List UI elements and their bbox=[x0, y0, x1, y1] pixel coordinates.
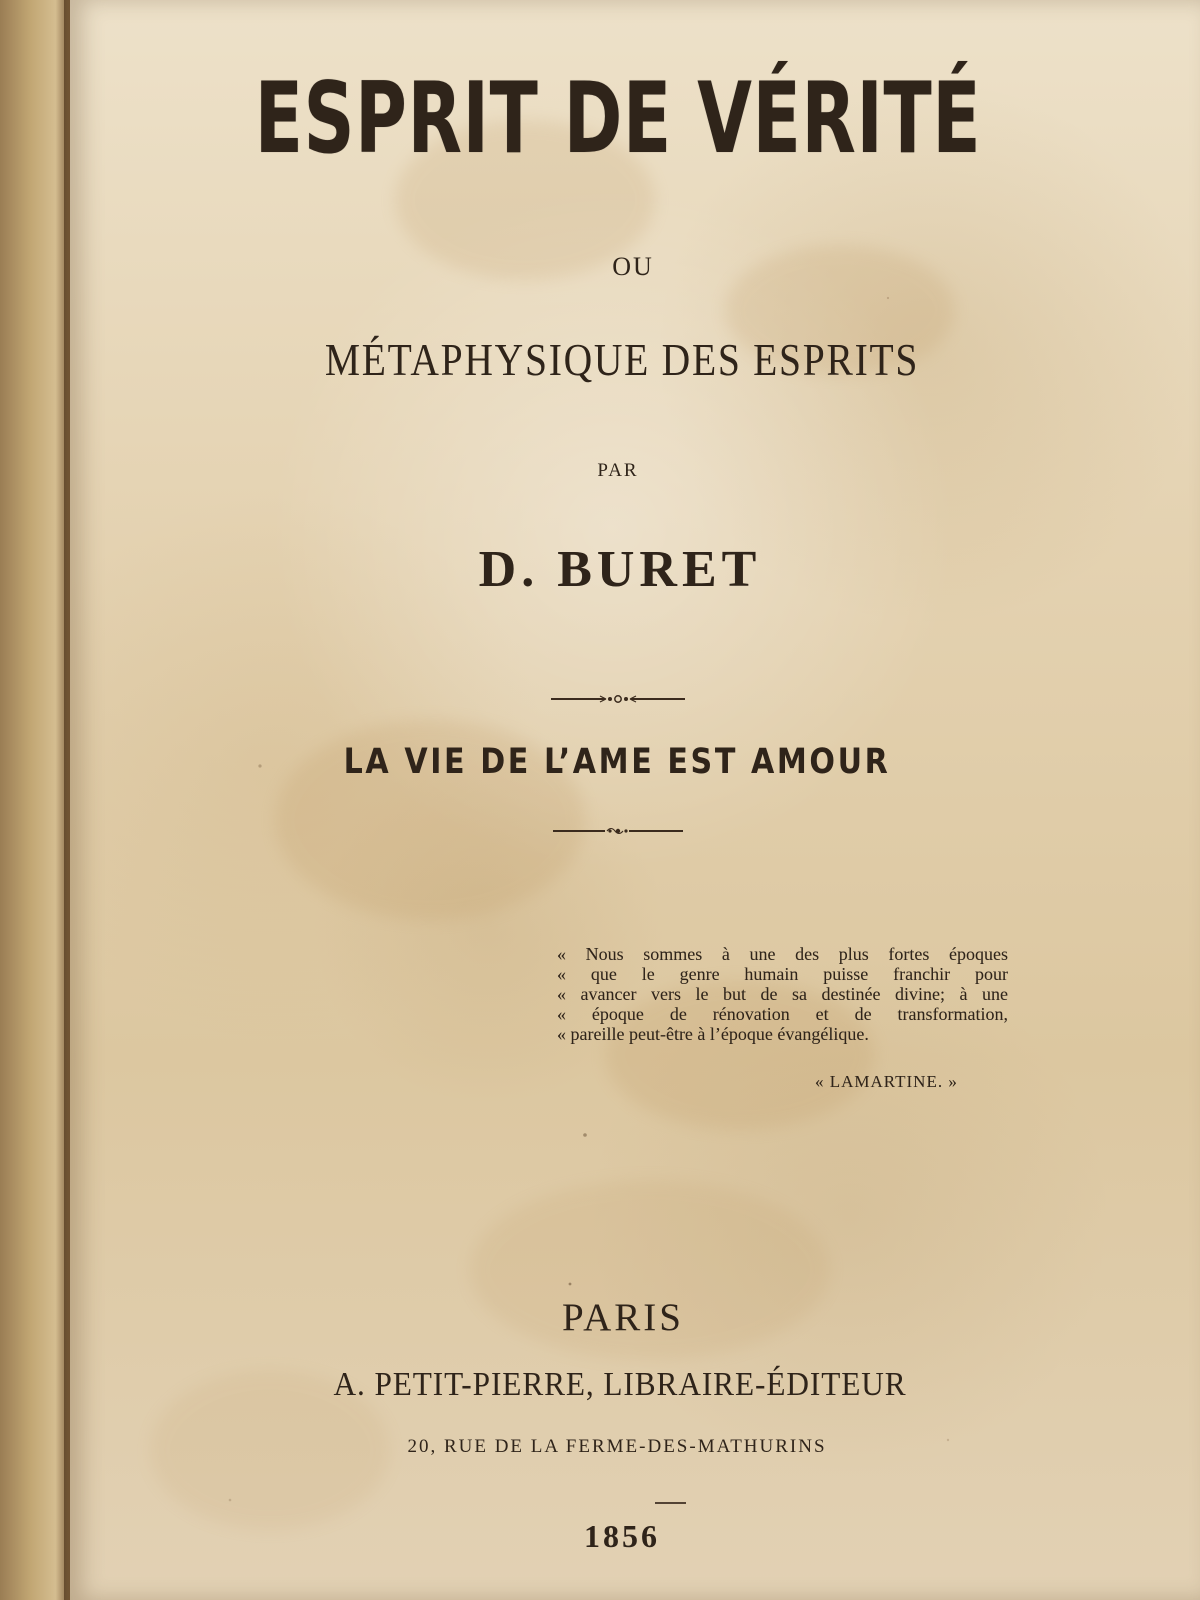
motto: LA VIE DE L’AME EST AMOUR bbox=[343, 742, 891, 782]
subtitle: MÉTAPHYSIQUE DES ESPRITS bbox=[324, 334, 920, 385]
epigraph-attribution: « LAMARTINE. » bbox=[815, 1072, 958, 1091]
epigraph-line: « Nous sommes à une des plus fortes époques bbox=[557, 944, 1008, 964]
binding-edge bbox=[0, 0, 74, 1600]
epigraph-line: « pareille peut-être à l’époque évangélique. bbox=[557, 1024, 869, 1044]
epigraph-line: « époque de rénovation et de transformation, bbox=[557, 1004, 1008, 1024]
date-rule bbox=[655, 1502, 686, 1504]
imprint-year: 1856 bbox=[584, 1518, 660, 1554]
title-page-sheet bbox=[70, 0, 1200, 1600]
epigraph bbox=[557, 944, 1008, 1091]
author-name: D. BURET bbox=[478, 541, 762, 598]
main-title: ESPRIT DE VÉRITÉ bbox=[254, 62, 982, 176]
epigraph-line: « avancer vers le but de sa destinée divine; à une bbox=[557, 984, 1008, 1004]
imprint-city: PARIS bbox=[562, 1296, 684, 1339]
subtitle-connector: OU bbox=[612, 252, 654, 281]
ornamental-rule bbox=[543, 686, 693, 712]
epigraph-line: « que le genre humain puisse franchir pour bbox=[557, 964, 1008, 984]
author-preposition: PAR bbox=[597, 460, 639, 481]
imprint-address: 20, RUE DE LA FERME-DES-MATHURINS bbox=[407, 1436, 827, 1457]
imprint-publisher: A. PETIT-PIERRE, LIBRAIRE-ÉDITEUR bbox=[333, 1366, 907, 1403]
